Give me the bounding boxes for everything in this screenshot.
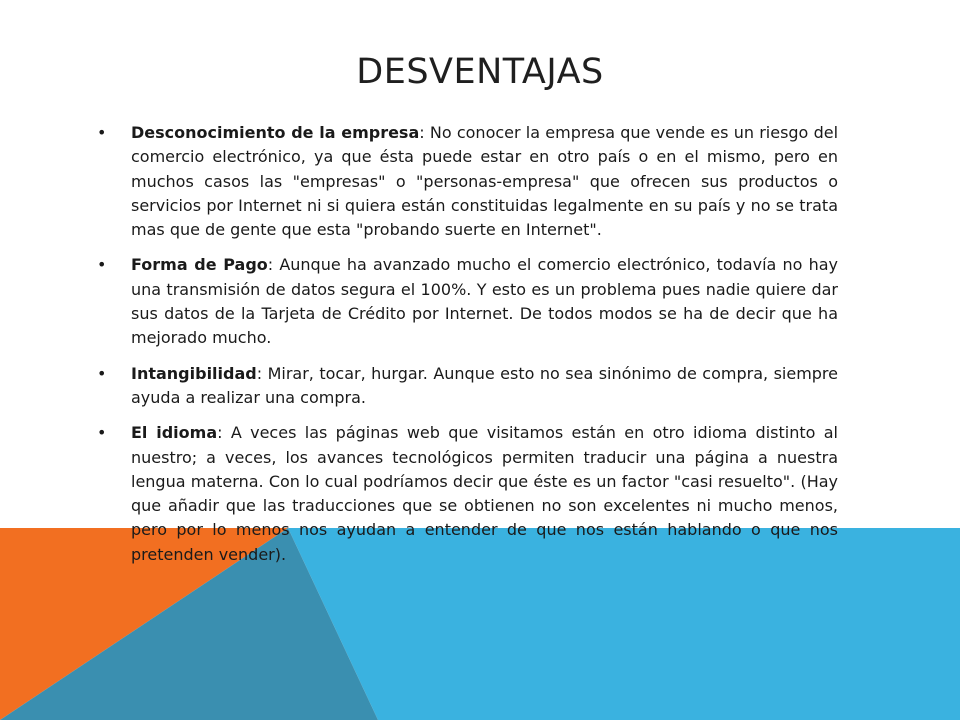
slide-title: DESVENTAJAS xyxy=(356,52,604,92)
bullet-item-forma-de-pago xyxy=(97,253,838,350)
bullet-term: Intangibilidad xyxy=(131,363,257,383)
bullet-item-intangibilidad xyxy=(97,362,838,411)
slide-content xyxy=(97,121,839,578)
bullet-text: : No conocer la empresa que vende es un riesgo del comercio electrónico, ya que ésta puede estar en otro país o en el mismo, pero en muchos casos las "empresas" o "personas-empresa" que ofrecen sus productos o servicios por Internet ni si quiera están constituidas legalmente en su país y no se trata mas que de gente que esta "probando suerte en Internet". xyxy=(131,123,839,240)
bullet-term: Desconocimiento de la empresa xyxy=(131,123,420,142)
bullet-term: El idioma xyxy=(131,423,218,443)
bullet-dot-icon: • xyxy=(97,255,107,275)
bullet-term: Forma de Pago xyxy=(131,255,268,275)
bullet-text: : Mirar, tocar, hurgar. Aunque esto no sea sinónimo de compra, siempre ayuda a realizar una compra. xyxy=(131,363,838,407)
bullet-item-desconocimiento xyxy=(97,121,839,242)
bullet-text: : Aunque ha avanzado mucho el comercio electrónico, todavía no hay una transmisión de datos segura el 100%. Y esto es un problema pues nadie quiere dar sus datos de la Tarjeta de Crédito por Internet. De todos modos se ha de decir que ha mejorado mucho. xyxy=(131,255,838,348)
bullet-dot-icon: • xyxy=(97,423,107,443)
bullet-dot-icon: • xyxy=(97,123,107,142)
bullet-list xyxy=(97,121,839,567)
bullet-text: : A veces las páginas web que visitamos están en otro idioma distinto al nuestro; a veces, los avances tecnológicos permiten traducir una página a nuestra lengua materna. Con lo cual podríamos decir que éste es un factor "casi resuelto". (Hay que añadir que las traducciones que se obtienen no son excelentes ni mucho menos, pero por lo menos nos ayudan a entender de que nos están hablando o que nos pretenden vender). xyxy=(131,423,838,564)
bullet-item-idioma xyxy=(97,421,838,567)
bullet-dot-icon: • xyxy=(97,363,107,383)
